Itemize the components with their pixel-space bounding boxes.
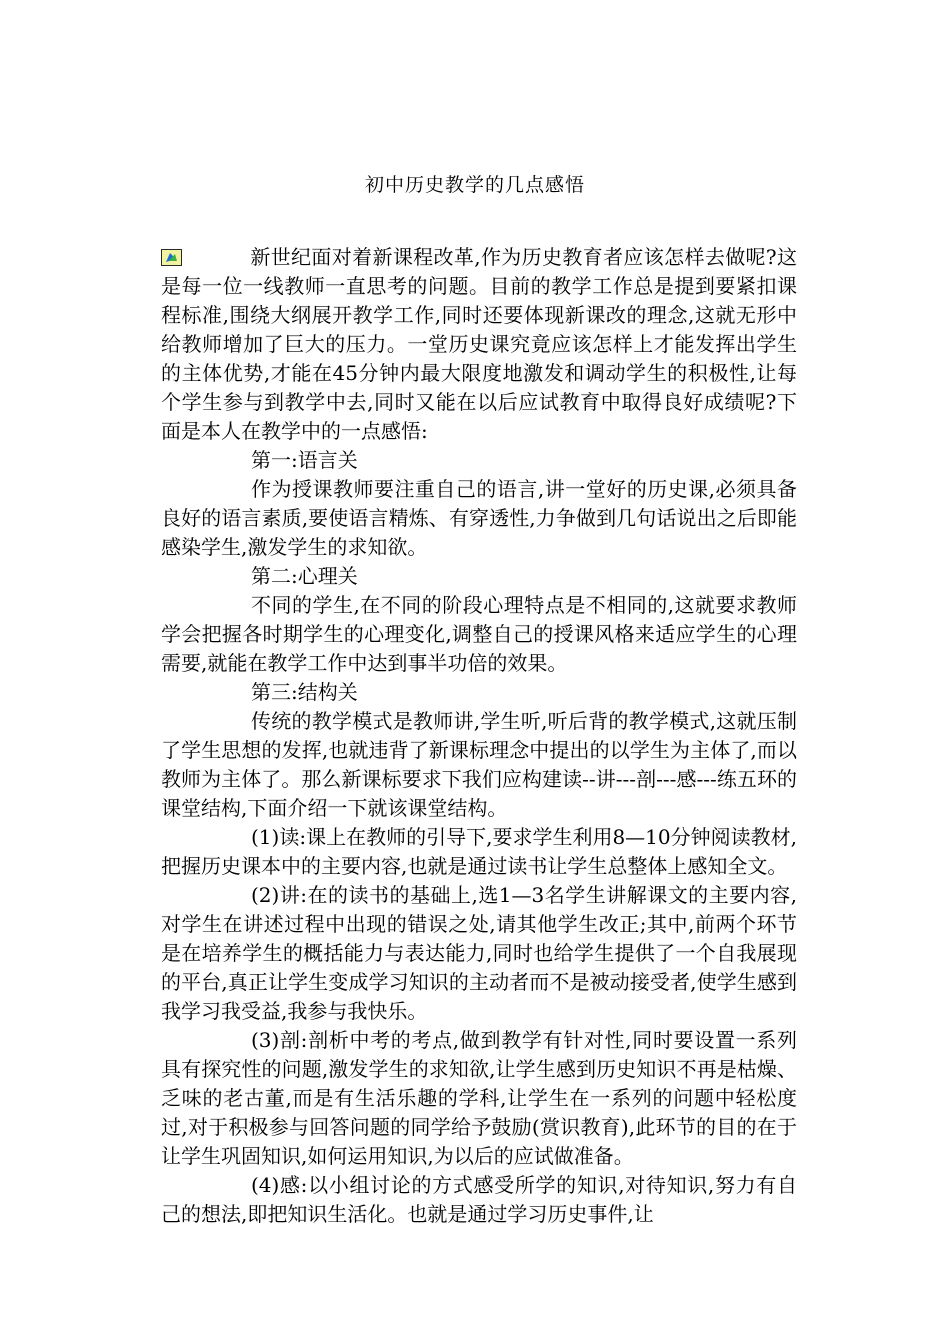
document-link-icon[interactable] xyxy=(161,249,182,266)
paragraph-language: 作为授课教师要注重自己的语言,讲一堂好的历史课,必须具备良好的语言素质,要使语言精炼、有穿透性,力争做到几句话说出之后即能感染学生,激发学生的求知欲。 xyxy=(161,477,797,559)
paragraph-step-feel: (4)感:以小组讨论的方式感受所学的知识,对待知识,努力有自己的想法,即把知识生活化。也就是通过学习历史事件,让 xyxy=(161,1173,797,1226)
paragraph-step-analyze: (3)剖:剖析中考的考点,做到教学有针对性,同时要设置一系列具有探究性的问题,激发学生的求知欲,让学生感到历史知识不再是枯燥、乏味的老古董,而是有生活乐趣的学科,让学生在一系列的问题中轻松度过,对于积极参与回答问题的同学给予鼓励(赏识教育),此环节的目的在于让学生巩固知识,如何运用知识,为以后的应试做准备。 xyxy=(161,1028,797,1168)
document-body xyxy=(161,243,797,1229)
section-heading-structure: 第三:结构关 xyxy=(251,680,358,704)
paragraph-structure: 传统的教学模式是教师讲,学生听,听后背的教学模式,这就压制了学生思想的发挥,也就违背了新课标理念中提出的以学生为主体了,而以教师为主体了。那么新课标要求下我们应构建读--讲---剖---感---练五环的课堂结构,下面介绍一下就该课堂结构。 xyxy=(161,709,797,820)
paragraph-intro xyxy=(161,243,797,446)
paragraph-step-read: (1)读:课上在教师的引导下,要求学生利用8—10分钟阅读教材,把握历史课本中的主要内容,也就是通过读书让学生总整体上感知全文。 xyxy=(161,825,797,878)
section-heading-language: 第一:语言关 xyxy=(251,448,358,472)
paragraph-psychology: 不同的学生,在不同的阶段心理特点是不相同的,这就要求教师学会把握各时期学生的心理变化,调整自己的授课风格来适应学生的心理需要,就能在教学工作中达到事半功倍的效果。 xyxy=(161,593,797,675)
section-heading-psychology: 第二:心理关 xyxy=(251,564,358,588)
document-title: 初中历史教学的几点感悟 xyxy=(364,174,585,196)
paragraph-text: 新世纪面对着新课程改革,作为历史教育者应该怎样去做呢?这是每一位一线教师一直思考的问题。目前的教学工作总是提到要紧扣课程标准,围绕大纲展开教学工作,同时还要体现新课改的理念,这就无形中给教师增加了巨大的压力。一堂历史课究竟应该怎样上才能发挥出学生的主体优势,才能在45分钟内最大限度地激发和调动学生的积极性,让每个学生参与到教学中去,同时又能在以后应试教育中取得良好成绩呢?下面是本人在教学中的一点感悟: xyxy=(161,245,797,443)
paragraph-step-speak: (2)讲:在的读书的基础上,选1—3名学生讲解课文的主要内容,对学生在讲述过程中出现的错误之处,请其他学生改正;其中,前两个环节是在培养学生的概括能力与表达能力,同时也给学生提供了一个自我展现的平台,真正让学生变成学习知识的主动者而不是被动接受者,使学生感到我学习我受益,我参与我快乐。 xyxy=(161,883,797,1023)
